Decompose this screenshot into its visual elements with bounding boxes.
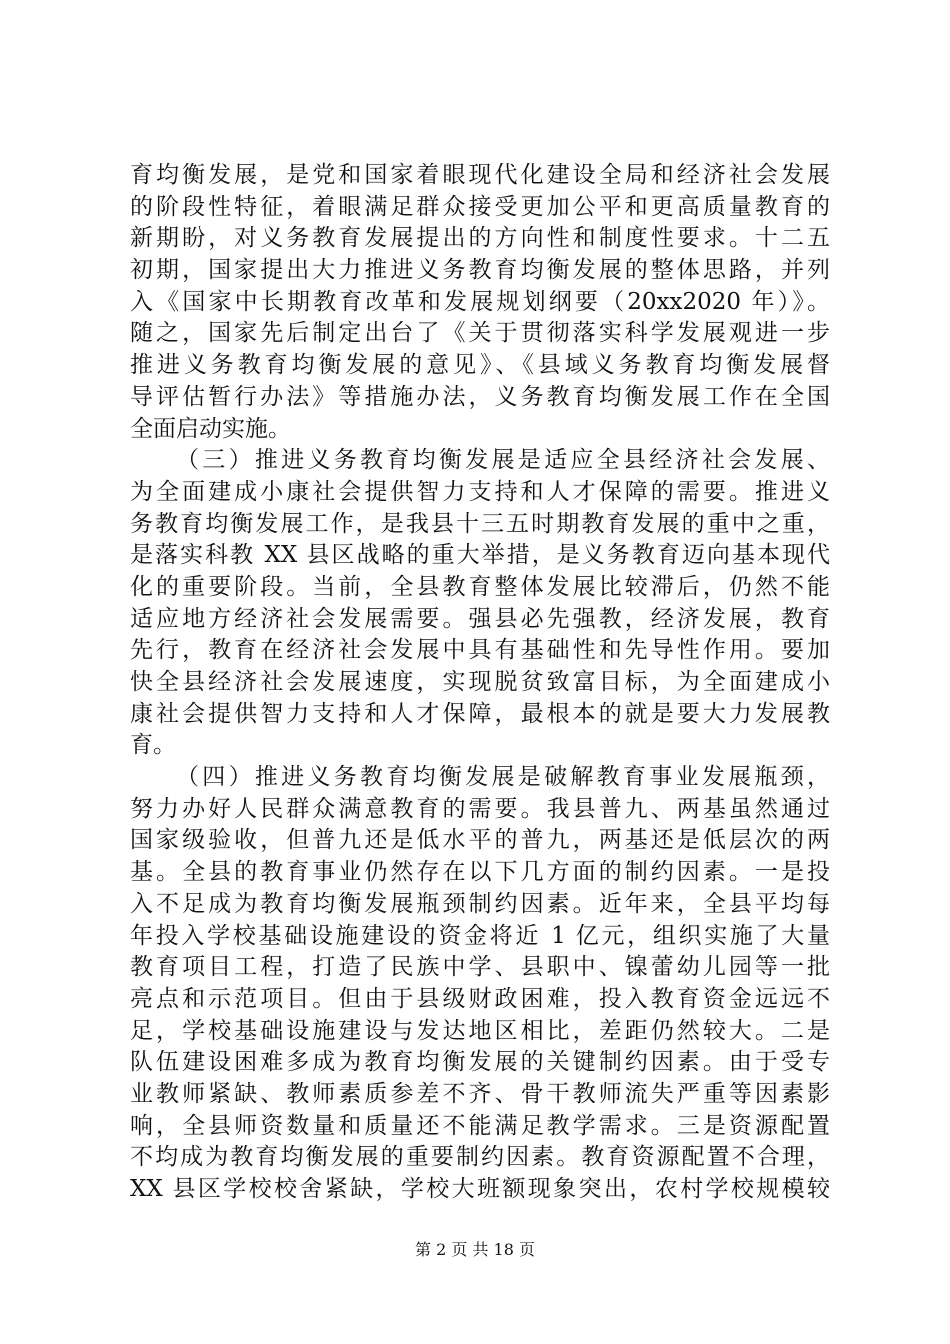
text-line: 育。 (130, 732, 176, 759)
text-line: 入不足成为教育均衡发展瓶颈制约因素。近年来，全县平均每 (130, 890, 830, 917)
text-line: 适应地方经济社会发展需要。强县必先强教，经济发展，教育 (130, 605, 830, 632)
text-line: 努力办好人民群众满意教育的需要。我县普九、两基虽然通过 (130, 795, 830, 822)
text-line: 为全面建成小康社会提供智力支持和人才保障的需要。推进义 (130, 478, 830, 505)
text-line: 新期盼，对义务教育发展提出的方向性和制度性要求。十二五 (130, 225, 830, 252)
text-line: 初期，国家提出大力推进义务教育均衡发展的整体思路，并列 (130, 257, 830, 284)
text-line: 化的重要阶段。当前，全县教育整体发展比较滞后，仍然不能 (130, 573, 830, 600)
text-line: 入《国家中长期教育改革和发展规划纲要（20xx2020 年）》。 (130, 288, 830, 315)
text-line: 随之，国家先后制定出台了《关于贯彻落实科学发展观进一步 (130, 320, 830, 347)
text-line: 务教育均衡发展工作，是我县十三五时期教育发展的重中之重， (130, 510, 830, 537)
page-footer: 第 2 页 共 18 页 (415, 1240, 535, 1259)
text-line: 是落实科教 XX 县区战略的重大举措，是义务教育迈向基本现代 (130, 542, 830, 569)
text-line: 康社会提供智力支持和人才保障，最根本的就是要大力发展教 (130, 700, 830, 727)
text-line: 不均成为教育均衡发展的重要制约因素。教育资源配置不合理， (130, 1144, 830, 1171)
text-line: 足，学校基础设施建设与发达地区相比，差距仍然较大。二是 (130, 1017, 830, 1044)
text-line: 推进义务教育均衡发展的意见》、《县域义务教育均衡发展督 (130, 352, 830, 379)
text-line: 响，全县师资数量和质量还不能满足教学需求。三是资源配置 (130, 1112, 830, 1139)
text-line: 导评估暂行办法》等措施办法，义务教育均衡发展工作在全国 (130, 383, 830, 410)
text-line: 育均衡发展，是党和国家着眼现代化建设全局和经济社会发展 (130, 162, 830, 188)
text-line: 业教师紧缺、教师素质参差不齐、骨干教师流失严重等因素影 (130, 1080, 830, 1107)
text-line: XX 县区学校校舍紧缺，学校大班额现象突出，农村学校规模较 (130, 1176, 830, 1202)
text-line: 亮点和示范项目。但由于县级财政困难，投入教育资金远远不 (130, 985, 830, 1012)
text-line: 国家级验收，但普九还是低水平的普九，两基还是低层次的两 (130, 827, 830, 854)
text-line: 队伍建设困难多成为教育均衡发展的关键制约因素。由于受专 (130, 1049, 830, 1076)
text-line: 全面启动实施。 (130, 415, 291, 442)
document-body (130, 160, 830, 1206)
text-line: 年投入学校基础设施建设的资金将近 1 亿元，组织实施了大量 (130, 922, 830, 949)
text-line: 先行，教育在经济社会发展中具有基础性和先导性作用。要加 (130, 637, 830, 664)
text-line: 教育项目工程，打造了民族中学、县职中、镍蕾幼儿园等一批 (130, 954, 830, 981)
text-line: 的阶段性特征，着眼满足群众接受更加公平和更高质量教育的 (130, 193, 830, 220)
text-line: 基。全县的教育事业仍然存在以下几方面的制约因素。一是投 (130, 859, 830, 886)
text-line: 快全县经济社会发展速度，实现脱贫致富目标，为全面建成小 (130, 669, 830, 695)
paragraph-start-line: （三）推进义务教育均衡发展是适应全县经济社会发展、 (176, 447, 830, 474)
paragraph-start-line: （四）推进义务教育均衡发展是破解教育事业发展瓶颈， (176, 764, 830, 791)
